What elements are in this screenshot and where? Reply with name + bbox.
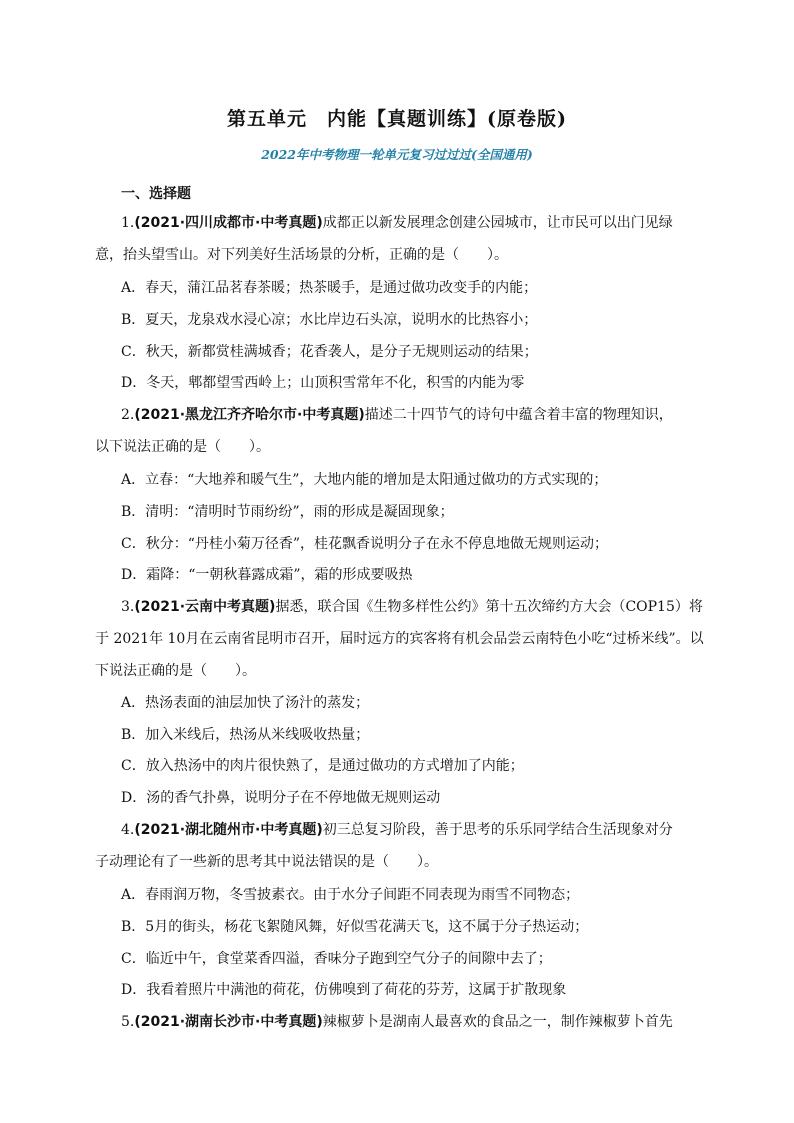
question-1-option-b: B．夏天，龙泉戏水浸心凉；水比岸边石头凉，说明水的比热容小； bbox=[121, 312, 538, 328]
question-source-tag: (2021·四川成都市·中考真题) bbox=[134, 215, 323, 231]
question-4-stem-line-1 bbox=[121, 821, 673, 839]
page-subtitle: 2022年中考物理一轮单元复习过过过(全国通用) bbox=[261, 147, 533, 162]
page-title: 第五单元 内能【真题训练】(原卷版) bbox=[227, 108, 567, 130]
question-2-option-a: A．立春：“大地养和暖气生”，大地内能的增加是太阳通过做功的方式实现的； bbox=[121, 472, 608, 488]
question-number: 4. bbox=[121, 822, 135, 838]
question-4-option-c: C．临近中午，食堂菜香四溢，香味分子跑到空气分子的间隙中去了； bbox=[121, 951, 552, 967]
question-2-option-d: D．霜降：“一朝秋暮露成霜”，霜的形成要吸热 bbox=[121, 567, 413, 583]
question-1-option-a: A．春天，蒲江品茗春茶暖；热茶暖手，是通过做功改变手的内能； bbox=[121, 280, 538, 296]
question-5-stem-line-1 bbox=[121, 1013, 673, 1031]
question-source-tag: (2021·云南中考真题) bbox=[134, 599, 276, 615]
question-source-tag: (2021·湖南长沙市·中考真题) bbox=[134, 1014, 323, 1030]
question-text: 初三总复习阶段，善于思考的乐乐同学结合生活现象对分 bbox=[322, 822, 673, 838]
question-1-stem-line-2: 意，抬头望雪山。对下列美好生活场景的分析，正确的是（ ）。 bbox=[95, 247, 508, 263]
question-source-tag: (2021·湖北随州市·中考真题) bbox=[134, 822, 323, 838]
question-text: 据悉，联合国《生物多样性公约》第十五次缔约方大会（COP15）将 bbox=[275, 599, 703, 615]
question-source-tag: (2021·黑龙江齐齐哈尔市·中考真题) bbox=[134, 407, 365, 423]
question-3-stem-line-1 bbox=[121, 598, 703, 616]
question-4-option-d: D．我看着照片中满池的荷花，仿佛嗅到了荷花的芬芳，这属于扩散现象 bbox=[121, 982, 567, 998]
question-4-option-a: A．春雨润万物，冬雪披素衣。由于水分子间距不同表现为雨雪不同物态； bbox=[121, 887, 580, 903]
question-4-stem-line-2: 子动理论有了一些新的思考其中说法错误的是（ ）。 bbox=[95, 854, 438, 870]
question-number: 1. bbox=[121, 215, 135, 231]
question-1-option-c: C．秋天，新都赏桂满城香；花香袭人，是分子无规则运动的结果； bbox=[121, 344, 538, 360]
question-3-stem-line-3: 下说法正确的是（ ）。 bbox=[95, 663, 256, 679]
question-text: 辣椒萝卜是湖南人最喜欢的食品之一，制作辣椒萝卜首先 bbox=[322, 1014, 673, 1030]
question-number: 2. bbox=[121, 407, 135, 423]
question-3-option-c: C．放入热汤中的肉片很快熟了，是通过做功的方式增加了内能； bbox=[121, 758, 524, 774]
question-text: 描述二十四节气的诗句中蕴含着丰富的物理知识， bbox=[364, 407, 673, 423]
question-2-option-c: C．秋分：“丹桂小菊万径香”，桂花飘香说明分子在永不停息地做无规则运动； bbox=[121, 536, 609, 552]
question-number: 3. bbox=[121, 599, 135, 615]
question-1-stem-line-1 bbox=[121, 214, 673, 232]
question-3-option-b: B．加入米线后，热汤从米线吸收热量； bbox=[121, 727, 370, 743]
question-2-stem-line-2: 以下说法正确的是（ ）。 bbox=[95, 439, 270, 455]
question-text: 成都正以新发展理念创建公园城市，让市民可以出门见绿 bbox=[322, 215, 673, 231]
question-3-stem-line-2: 于 2021年 10月在云南省昆明市召开，届时远方的宾客将有机会品尝云南特色小吃“过桥米线”。以 bbox=[95, 631, 704, 647]
question-3-option-a: A．热汤表面的油层加快了汤汁的蒸发； bbox=[121, 695, 370, 711]
question-2-stem-line-1 bbox=[121, 406, 673, 424]
question-3-option-d: D．汤的香气扑鼻，说明分子在不停地做无规则运动 bbox=[121, 790, 441, 806]
question-1-option-d: D．冬天，郫都望雪西岭上；山顶积雪常年不化，积雪的内能为零 bbox=[121, 375, 525, 391]
section-heading: 一、选择题 bbox=[121, 186, 191, 202]
question-number: 5. bbox=[121, 1014, 135, 1030]
question-4-option-b: B．5月的街头，杨花飞絮随风舞，好似雪花满天飞，这不属于分子热运动； bbox=[121, 919, 589, 935]
question-2-option-b: B．清明：“清明时节雨纷纷”，雨的形成是凝固现象； bbox=[121, 504, 454, 520]
